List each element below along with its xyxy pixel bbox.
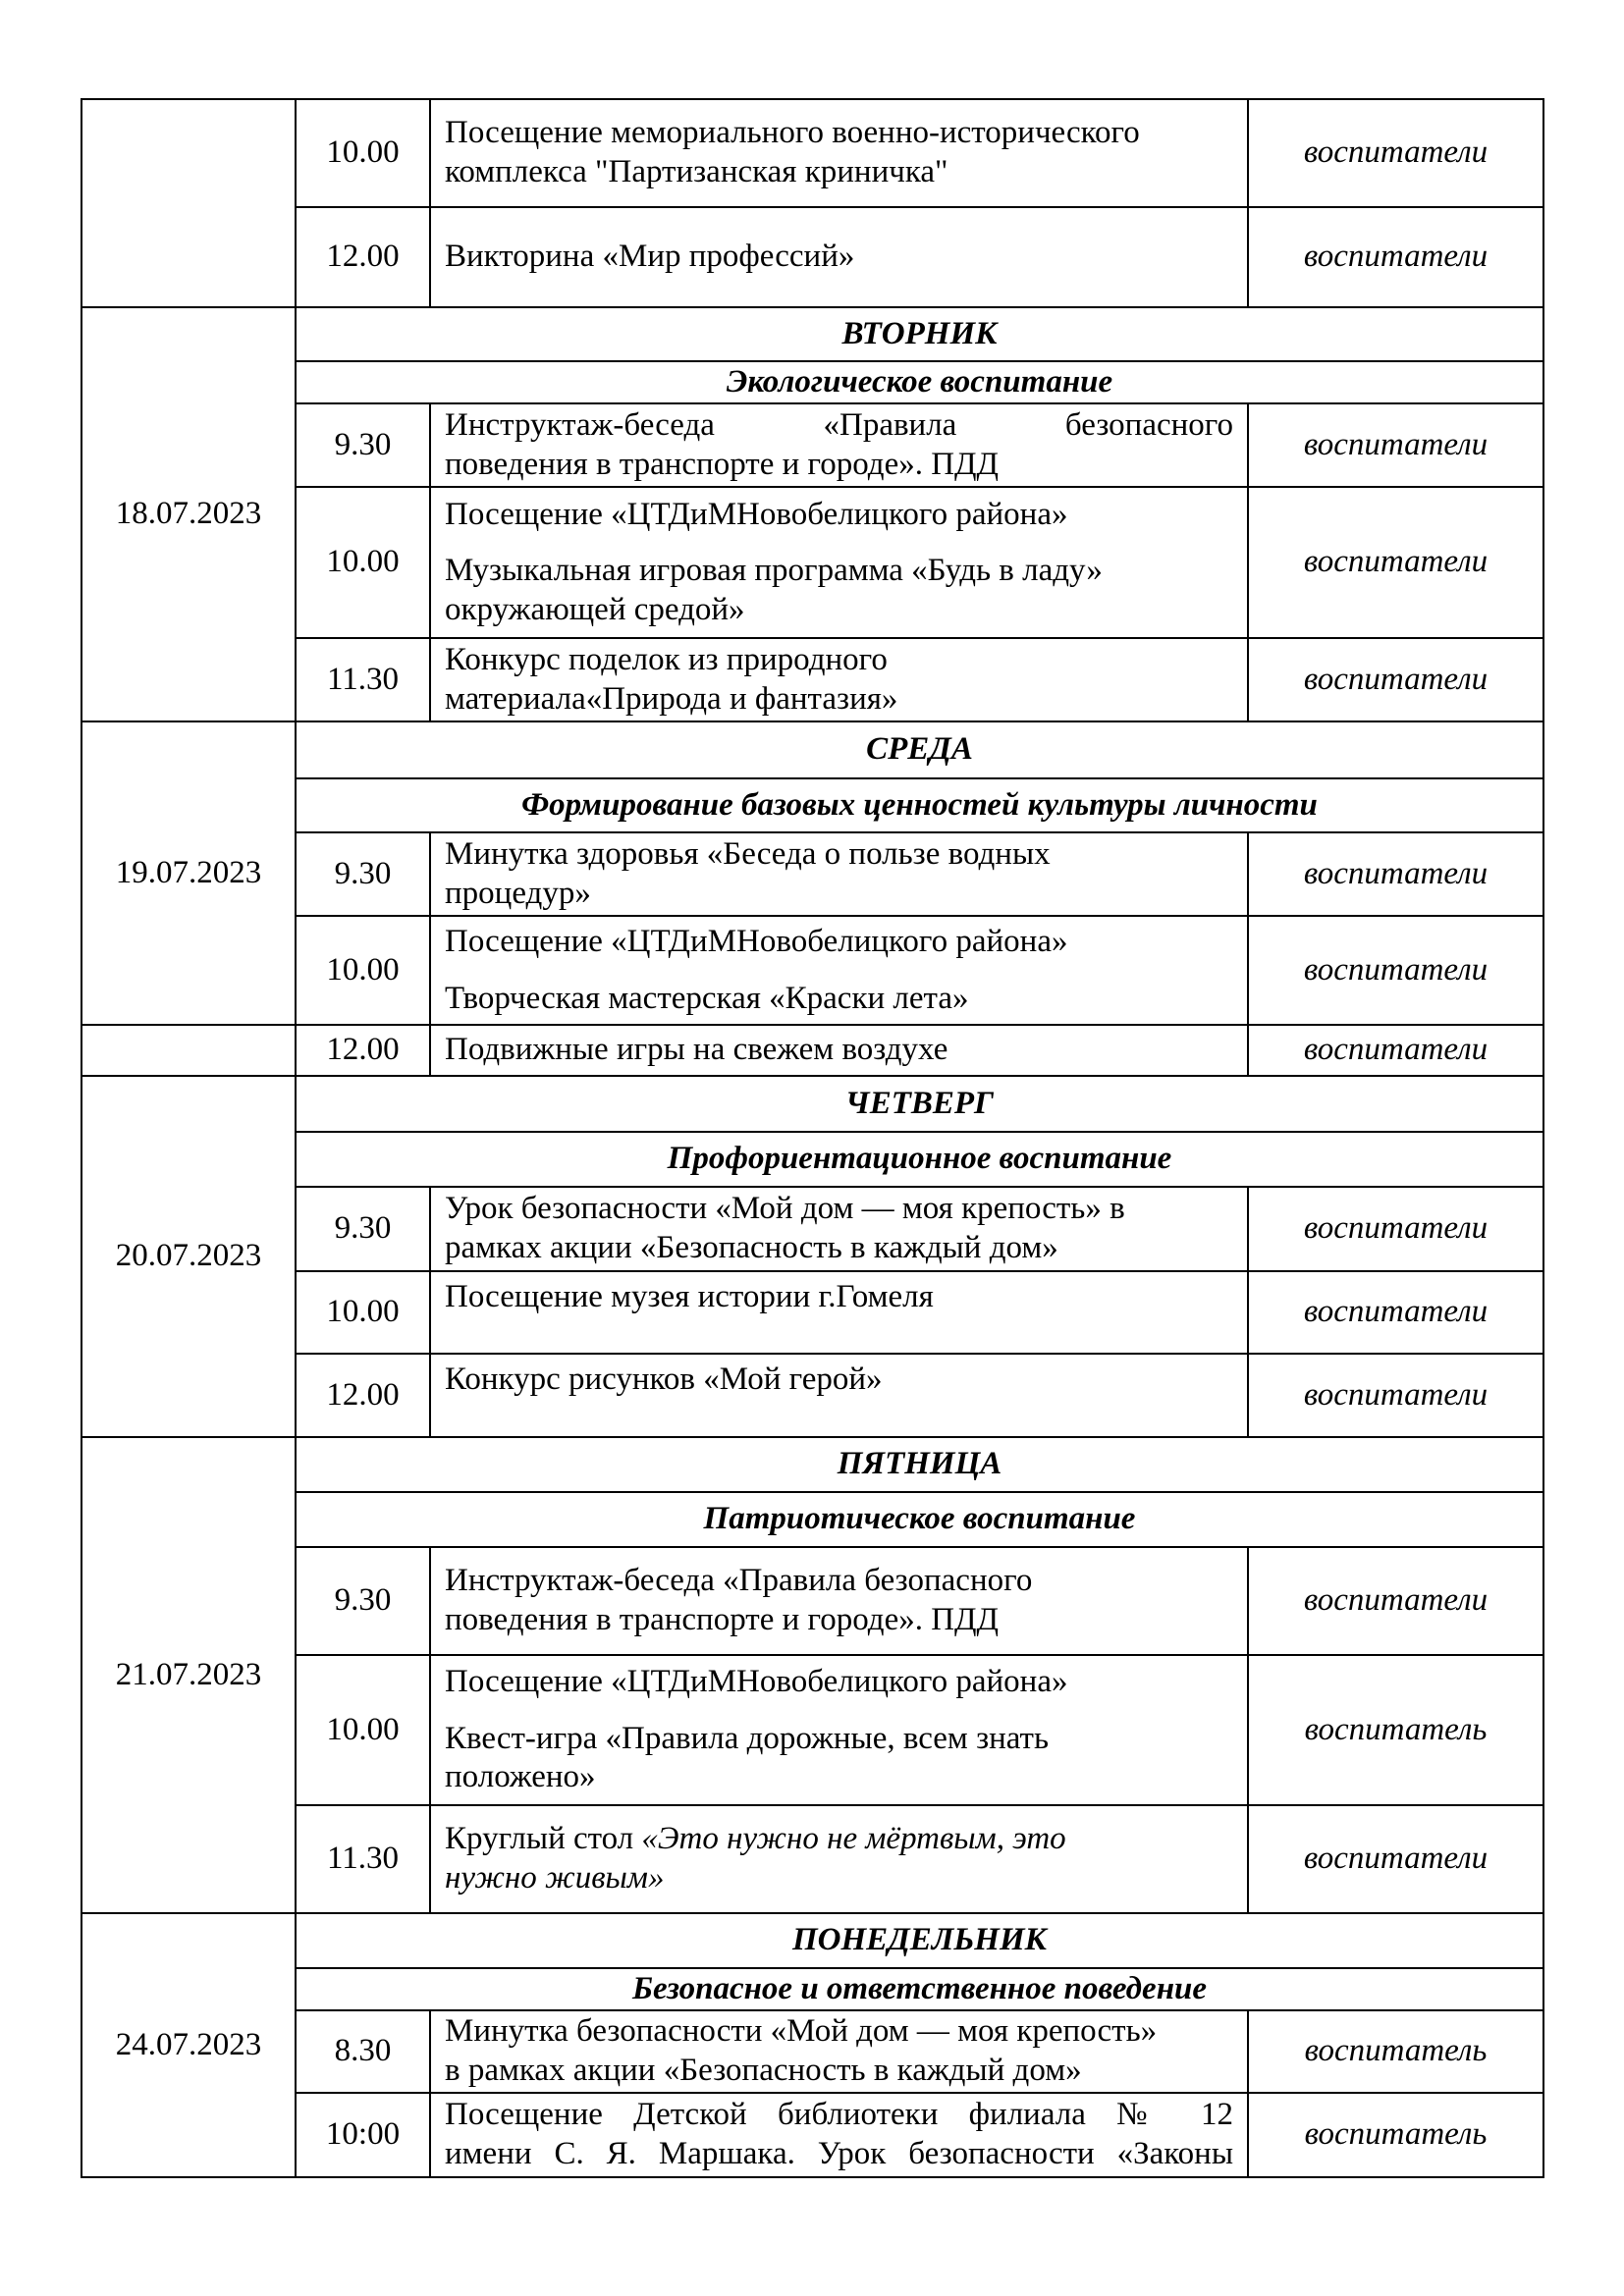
activity-line: поведения в транспорте и городе». ПДД [445, 446, 1000, 482]
activity-cell: Викторина «Мир профессий» [430, 207, 1248, 307]
time-cell: 9.30 [296, 1187, 430, 1271]
day-header: СРЕДА [296, 721, 1543, 778]
date-cell: 19.07.2023 [81, 721, 296, 1025]
table-row [81, 832, 1543, 916]
table-row [81, 361, 1543, 403]
table-row [81, 1437, 1543, 1492]
time-cell: 10.00 [296, 99, 430, 207]
theme-header: Формирование базовых ценностей культуры личности [296, 778, 1543, 832]
time-cell: 10.00 [296, 1271, 430, 1354]
activity-line: материала«Природа и фантазия» [445, 680, 898, 717]
table-row [81, 403, 1543, 487]
time-cell: 10.00 [296, 1655, 430, 1805]
table-row [81, 1076, 1543, 1132]
activity-line: рамках акции «Безопасность в каждый дом» [445, 1230, 1058, 1265]
activity-line: Посещение Детской библиотеки филиала № 12 [445, 2097, 1233, 2133]
table-row [81, 487, 1543, 638]
time-cell: 10:00 [296, 2093, 430, 2177]
activity-line: Посещение мемориального военно-исторического [445, 115, 1140, 151]
theme-header: Патриотическое воспитание [296, 1492, 1543, 1547]
activity-line: имени С. Я. Маршака. Урок безопасности «Законы [445, 2136, 1233, 2171]
activity-line: Посещение «ЦТДиМНовобелицкого района» [445, 1664, 1068, 1700]
responsible-cell: воспитатели [1248, 403, 1543, 487]
day-header: ПЯТНИЦА [296, 1437, 1543, 1492]
date-cell-empty [81, 1025, 296, 1076]
time-cell: 12.00 [296, 1354, 430, 1437]
theme-header: Профориентационное воспитание [296, 1132, 1543, 1187]
table-row [81, 1968, 1543, 2010]
date-cell: 18.07.2023 [81, 307, 296, 721]
activity-line: Посещение «ЦТДиМНовобелицкого района» [445, 923, 1068, 959]
line-gap [445, 534, 1233, 552]
activity-cell [430, 2010, 1248, 2093]
activity-line: окружающей средой» [445, 591, 745, 627]
responsible-cell: воспитатель [1248, 2010, 1543, 2093]
activity-line: Музыкальная игровая программа «Будь в ладу» [445, 553, 1103, 589]
responsible-cell: воспитатели [1248, 1271, 1543, 1354]
activity-cell: Посещение музея истории г.Гомеля [430, 1271, 1248, 1354]
activity-cell [430, 1187, 1248, 1271]
activity-line: комплекса "Партизанская криничка" [445, 154, 948, 189]
activity-line [445, 1820, 1233, 1859]
table-row [81, 99, 1543, 207]
responsible-cell: воспитатели [1248, 1025, 1543, 1076]
activity-line: нужно живым» [445, 1860, 665, 1896]
activity-cell [430, 1547, 1248, 1655]
activity-cell [430, 832, 1248, 916]
time-cell: 9.30 [296, 403, 430, 487]
day-header: ПОНЕДЕЛЬНИК [296, 1913, 1543, 1968]
activity-cell [430, 1805, 1248, 1913]
activity-line: в рамках акции «Безопасность в каждый дом» [445, 2053, 1082, 2088]
table-row [81, 1187, 1543, 1271]
responsible-cell: воспитатели [1248, 1187, 1543, 1271]
activity-cell [430, 487, 1248, 638]
schedule-table [81, 98, 1544, 2178]
responsible-cell: воспитатели [1248, 487, 1543, 638]
time-cell: 11.30 [296, 638, 430, 721]
line-gap [445, 962, 1233, 980]
activity-quote: «Это нужно не мёртвым, это [641, 1821, 1066, 1857]
table-row [81, 207, 1543, 307]
responsible-cell: воспитатели [1248, 1805, 1543, 1913]
activity-line: Конкурс поделок из природного [445, 641, 888, 677]
table-row [81, 1271, 1543, 1354]
responsible-cell: воспитатель [1248, 1655, 1543, 1805]
time-cell: 10.00 [296, 487, 430, 638]
activity-line: Инструктаж-беседа «Правила безопасного [445, 406, 1233, 443]
responsible-cell: воспитатели [1248, 638, 1543, 721]
activity-line: Урок безопасности «Мой дом — моя крепость» в [445, 1191, 1125, 1227]
theme-header: Безопасное и ответственное поведение [296, 1968, 1543, 2010]
table-row [81, 778, 1543, 832]
activity-line: Минутка здоровья «Беседа о пользе водных [445, 835, 1051, 872]
day-header: ЧЕТВЕРГ [296, 1076, 1543, 1132]
theme-header: Экологическое воспитание [296, 361, 1543, 403]
table-row [81, 307, 1543, 361]
table-row [81, 1492, 1543, 1547]
responsible-cell: воспитатели [1248, 1547, 1543, 1655]
table-row [81, 638, 1543, 721]
table-row [81, 1655, 1543, 1805]
time-cell: 11.30 [296, 1805, 430, 1913]
activity-line: положено» [445, 1759, 596, 1795]
responsible-cell: воспитатели [1248, 99, 1543, 207]
activity-cell [430, 916, 1248, 1025]
responsible-cell: воспитатели [1248, 207, 1543, 307]
time-cell: 12.00 [296, 207, 430, 307]
activity-cell [430, 403, 1248, 487]
activity-prefix: Круглый стол [445, 1821, 642, 1857]
activity-line: поведения в транспорте и городе». ПДД [445, 1602, 1000, 1637]
activity-cell [430, 2093, 1248, 2177]
activity-line: Творческая мастерская «Краски лета» [445, 980, 969, 1016]
table-row [81, 1805, 1543, 1913]
responsible-cell: воспитатели [1248, 1354, 1543, 1437]
responsible-cell: воспитатели [1248, 916, 1543, 1025]
activity-line: Инструктаж-беседа «Правила безопасного [445, 1563, 1033, 1599]
activity-line: Минутка безопасности «Мой дом — моя крепость» [445, 2013, 1158, 2050]
day-header: ВТОРНИК [296, 307, 1543, 361]
time-cell: 9.30 [296, 1547, 430, 1655]
activity-cell: Подвижные игры на свежем воздухе [430, 1025, 1248, 1076]
date-cell: 20.07.2023 [81, 1076, 296, 1437]
table-row [81, 2010, 1543, 2093]
activity-cell: Конкурс рисунков «Мой герой» [430, 1354, 1248, 1437]
table-row [81, 1354, 1543, 1437]
time-cell: 8.30 [296, 2010, 430, 2093]
table-row [81, 1547, 1543, 1655]
activity-line: Посещение «ЦТДиМНовобелицкого района» [445, 496, 1068, 532]
table-row [81, 1132, 1543, 1187]
table-row [81, 1913, 1543, 1968]
date-cell: 21.07.2023 [81, 1437, 296, 1913]
table-row [81, 1025, 1543, 1076]
time-cell: 10.00 [296, 916, 430, 1025]
activity-cell [430, 638, 1248, 721]
activity-cell [430, 1655, 1248, 1805]
time-cell: 12.00 [296, 1025, 430, 1076]
responsible-cell: воспитатели [1248, 832, 1543, 916]
table-row [81, 2093, 1543, 2177]
activity-line: процедур» [445, 875, 591, 911]
table-row [81, 916, 1543, 1025]
date-cell-empty [81, 99, 296, 307]
date-cell: 24.07.2023 [81, 1913, 296, 2177]
activity-cell [430, 99, 1248, 207]
table-row [81, 721, 1543, 778]
time-cell: 9.30 [296, 832, 430, 916]
responsible-cell: воспитатель [1248, 2093, 1543, 2177]
line-gap [445, 1702, 1233, 1720]
activity-line: Квест-игра «Правила дорожные, всем знать [445, 1720, 1050, 1756]
